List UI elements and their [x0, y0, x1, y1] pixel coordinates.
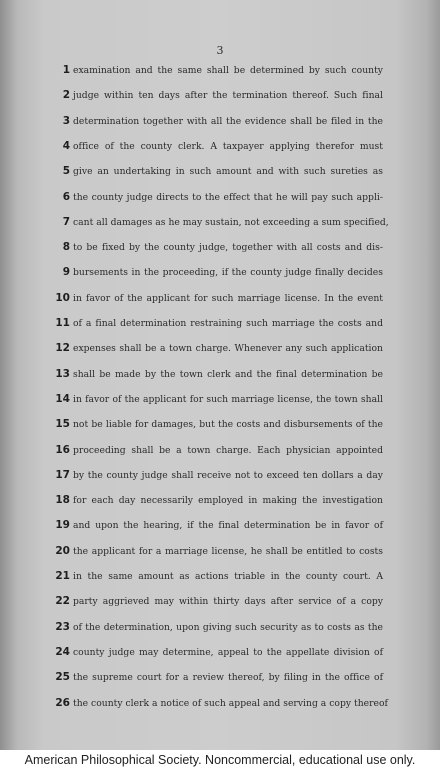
text-line — [0, 162, 440, 187]
line-text: determination together with all the evidence shall be filed in the — [73, 115, 383, 127]
line-number: 26 — [55, 696, 70, 709]
text-line — [0, 213, 440, 238]
text-line — [0, 314, 440, 339]
line-number: 11 — [55, 317, 70, 329]
text-line — [0, 466, 440, 491]
text-line — [0, 339, 440, 364]
line-number: 9 — [62, 266, 70, 279]
footer-credit: American Philosophical Society. Noncommercial, educational use only. — [0, 750, 440, 770]
line-number: 19 — [55, 519, 70, 532]
line-number: 25 — [55, 671, 70, 684]
line-number: 18 — [55, 494, 70, 507]
line-text: of a final determination restraining such marriage the costs and — [73, 318, 383, 329]
text-line — [0, 112, 440, 137]
line-number: 3 — [62, 114, 70, 127]
line-text: office of the county clerk. A taxpayer applying therefor must — [73, 140, 383, 152]
line-number: 16 — [55, 443, 70, 456]
line-text: cant all damages as he may sustain, not exceeding a sum specified, — [73, 216, 389, 228]
line-text: expenses shall be a town charge. Whenever any such application — [73, 343, 383, 355]
line-number: 21 — [55, 570, 70, 582]
text-line — [0, 542, 440, 567]
line-number: 23 — [55, 620, 70, 633]
line-text: judge within ten days after the termination thereof. Such final — [73, 90, 383, 102]
line-text: the county judge directs to the effect that he will pay such appli- — [73, 191, 383, 203]
text-line — [0, 592, 440, 617]
line-number: 8 — [62, 241, 70, 254]
text-line — [0, 86, 440, 111]
line-number: 15 — [55, 418, 70, 431]
text-line — [0, 137, 440, 162]
text-line — [0, 61, 440, 86]
line-text: in favor of the applicant for such marriage license, the town shall — [73, 393, 383, 405]
line-text: county judge may determine, appeal to the appellate division of — [73, 646, 383, 658]
text-line — [0, 567, 440, 592]
text-line — [0, 238, 440, 263]
text-line — [0, 491, 440, 516]
text-line — [0, 289, 440, 314]
line-text: by the county judge shall receive not to exceed ten dollars a day — [73, 469, 383, 481]
line-text: for each day necessarily employed in making the investigation — [73, 495, 383, 507]
line-number: 24 — [55, 645, 70, 658]
line-text: bursements in the proceeding, if the county judge finally decides — [73, 267, 383, 279]
line-number: 12 — [55, 342, 70, 355]
line-number: 20 — [55, 544, 70, 557]
line-text: not be liable for damages, but the costs and disbursements of the — [73, 419, 383, 431]
text-line — [0, 415, 440, 440]
line-text: give an undertaking in such amount and with such sureties as — [73, 166, 383, 178]
text-line — [0, 643, 440, 668]
text-line — [0, 390, 440, 415]
line-text: party aggrieved may within thirty days after service of a copy — [73, 596, 383, 608]
line-number: 5 — [62, 165, 70, 178]
text-line — [0, 694, 440, 719]
text-line — [0, 441, 440, 466]
line-number: 10 — [55, 291, 70, 304]
page-number: 3 — [216, 44, 224, 57]
line-number: 14 — [55, 392, 70, 405]
text-line — [0, 188, 440, 213]
line-number: 17 — [55, 468, 70, 481]
line-text: of the determination, upon giving such security as to costs as the — [73, 621, 383, 633]
text-line — [0, 365, 440, 390]
line-number: 22 — [55, 595, 70, 608]
line-text: shall be made by the town clerk and the final determination be — [73, 368, 383, 380]
line-number: 13 — [55, 367, 70, 380]
line-number: 7 — [62, 215, 70, 228]
line-text: and upon the hearing, if the final determination be in favor of — [73, 520, 383, 532]
line-text: the applicant for a marriage license, he shall be entitled to costs — [73, 545, 383, 557]
text-line — [0, 263, 440, 288]
line-text: in the same amount as actions triable in the county court. A — [73, 571, 383, 582]
line-number: 4 — [62, 139, 70, 152]
line-text: in favor of the applicant for such marriage license. In the event — [73, 292, 383, 304]
text-line — [0, 516, 440, 541]
line-number: 2 — [62, 89, 70, 102]
line-text: the county clerk a notice of such appeal and serving a copy thereof — [73, 697, 388, 709]
line-text: the supreme court for a review thereof, by filing in the office of — [73, 672, 383, 684]
line-text: to be fixed by the county judge, together with all costs and dis- — [73, 242, 383, 254]
line-text: proceeding shall be a town charge. Each physician appointed — [73, 444, 383, 456]
line-number: 6 — [62, 190, 70, 203]
line-text: examination and the same shall be determined by such county — [73, 65, 383, 76]
line-number: 1 — [62, 64, 70, 76]
text-line — [0, 668, 440, 693]
text-line — [0, 618, 440, 643]
